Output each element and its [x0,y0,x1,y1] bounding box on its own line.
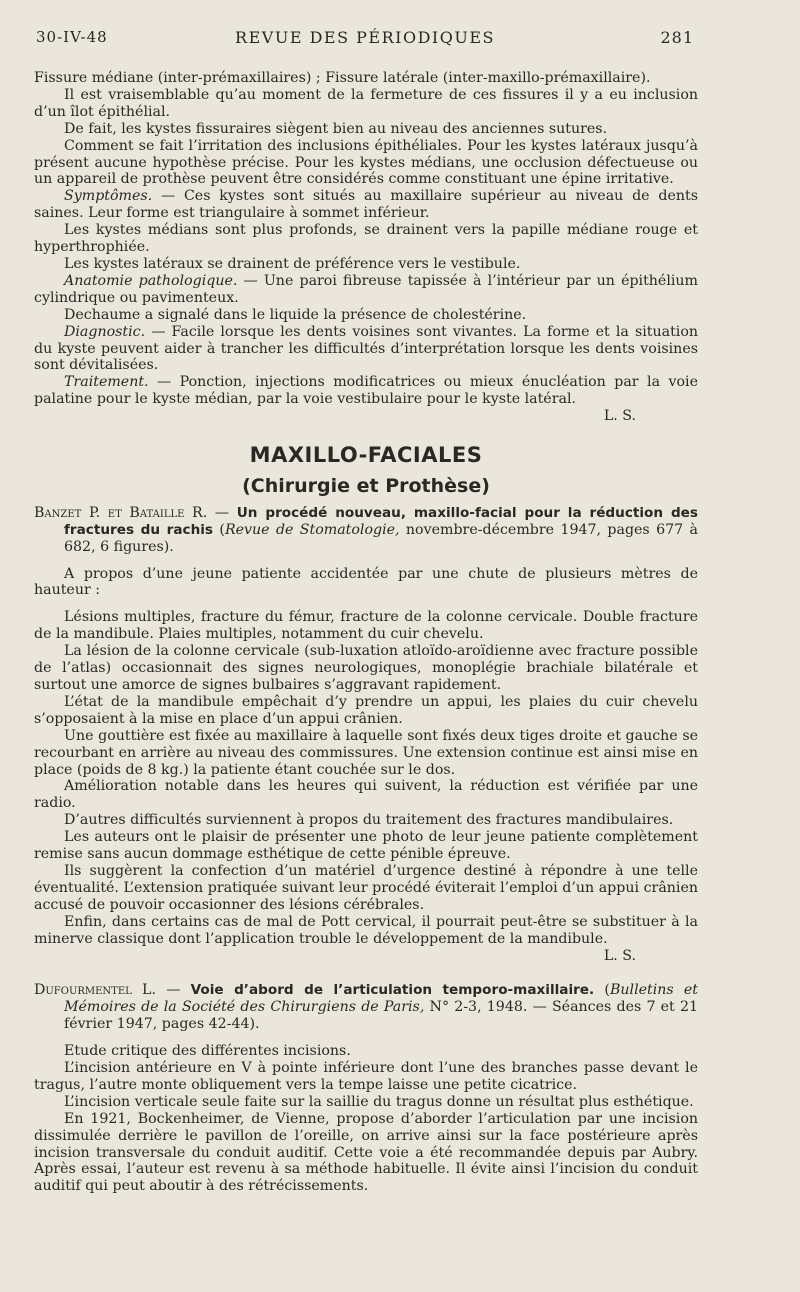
article-reference: Dufourmentel L. — Voie d’abord de l’articulation temporo-maxillaire. (Bulletins et Mémoires de la Société des Chirurgiens de Paris, N° 2-3, 1948. — Séances des 7 et 21 février 1947, pages 42-44). [34,982,698,1033]
paragraph-anatomie: Anatomie pathologique. — Une paroi fibreuse tapissée à l’intérieur par un épithélium cylindrique ou pavimenteux. [34,272,698,306]
signature: L. S. [603,408,636,425]
paragraph: De fait, les kystes fissuraires siègent bien au niveau des anciennes sutures. [64,120,608,137]
paragraph: Comment se fait l’irritation des inclusions épithéliales. Pour les kystes latéraux jusqu’à présent aucune hypothèse précise. Pour les kystes médians, une occlusion défectueuse ou un appareil de prothèse peuvent être considérés comme constituant une épine irritative. [34,137,698,188]
page-body [34,70,698,1195]
diagnostic-label: Diagnostic. [64,323,146,340]
journal-name: Bulletins et Mémoires de la Société des Chirurgiens de Paris, [64,982,698,1016]
signature: L. S. [603,947,636,964]
paragraph: Etude critique des différentes incisions. [64,1043,351,1060]
paragraph: En 1921, Bockenheimer, de Vienne, propose d’aborder l’articulation par une incision dissimulée derrière le pavillon de l’oreille, on arrive ainsi sur la face postérieure après incision transversale du conduit auditif. Cette voie a été recommandée depuis par Aubry. Après essai, l’auteur est revenu à sa méthode habituelle. Il évite ainsi l’incision du conduit auditif qui peut aboutir à des rétrécissements. [34,1110,698,1195]
page-header [36,28,694,50]
paragraph: Il est vraisemblable qu’au moment de la fermeture de ces fissures il y a eu inclusion d’un îlot épithélial. [34,86,698,120]
article-title: Voie d’abord de l’articulation temporo-maxillaire. [190,982,595,999]
paragraph: Les auteurs ont le plaisir de présenter une photo de leur jeune patiente complètement remise sans aucun dommage esthétique de cette pénible épreuve. [34,829,698,863]
article-title: Un procédé nouveau, maxillo-facial pour la réduction des fractures du rachis [64,504,698,538]
paragraph: La lésion de la colonne cervicale (sub-luxation atloïdo-aroïdienne avec fracture possible de l’atlas) occasionnait des signes neurologiques, monoplégie brachiale bilatérale et surtout une amorce de signes bulbaires s’aggravant rapidement. [34,643,698,693]
paragraph: Les kystes latéraux se drainent de préférence vers le vestibule. [64,255,521,272]
paragraph-diagnostic: Diagnostic. — Facile lorsque les dents voisines sont vivantes. La forme et la situation du kyste peuvent aider à trancher les difficultés d’interprétation lorsque les dents voisines sont dévitalisées. [34,323,698,374]
paragraph: Les kystes médians sont plus profonds, se drainent vers la papille médiane rouge et hyperthrophiée. [34,222,698,256]
paragraph: Une gouttière est fixée au maxillaire à laquelle sont fixés deux tiges droite et gauche se recourbant en arrière au niveau des commissures. Une extension continue est ainsi mise en place (poids de 8 kg.) la patiente étant couchée sur le dos. [34,727,698,778]
paragraph: Lésions multiples, fracture du fémur, fracture de la colonne cervicale. Double fracture de la mandibule. Plaies multiples, notamment du cuir chevelu. [34,609,698,643]
section-title: MAXILLO-FACIALES [249,443,483,468]
paragraph: Enfin, dans certains cas de mal de Pott cervical, il pourrait peut-être se substituer à la minerve classique dont l’application trouble le développement de la mandibule. [34,913,698,947]
paragraph: L’incision verticale seule faite sur la saillie du tragus donne un résultat plus esthétique. [64,1093,694,1110]
page-number: 281 [660,28,694,47]
symptomes-label: Symptômes. [64,188,153,205]
paragraph: D’autres difficultés surviennent à propos du traitement des fractures mandibulaires. [64,812,674,829]
anatomie-label: Anatomie pathologique. [64,272,238,289]
paragraph-symptomes: Symptômes. — Ces kystes sont situés au maxillaire supérieur au niveau de dents saines. Leur forme est triangulaire à sommet inférieur. [34,188,698,222]
paragraph: Fissure médiane (inter-prémaxillaires) ; Fissure latérale (inter-maxillo-prémaxillaire). [34,70,651,86]
header-title: REVUE DES PÉRIODIQUES [235,28,495,47]
paragraph: L’incision antérieure en V à pointe inférieure dont l’une des branches passe devant le tragus, l’autre monte obliquement vers la tempe laisse une petite cicatrice. [34,1060,698,1093]
paragraph: Dechaume a signalé dans le liquide la présence de cholestérine. [64,306,527,323]
paragraph: Ils suggèrent la confection d’un matériel d’urgence destiné à répondre à une telle éventualité. L’extension pratiquée suivant leur procédé éviterait l’emploi d’un appui crânien accusé de pouvoir occasionner des lésions cérébrales. [34,862,698,913]
article-reference: Banzet P. et Bataille R. — Un procédé nouveau, maxillo-facial pour la réduction des fractures du rachis (Revue de Stomatologie, novembre-décembre 1947, pages 677 à 682, 6 figures). [34,504,698,555]
header-date: 30-IV-48 [36,28,108,46]
traitement-label: Traitement. [64,374,149,391]
paragraph: A propos d’une jeune patiente accidentée par une chute de plusieurs mètres de hauteur : [34,565,698,599]
section-subtitle: (Chirurgie et Prothèse) [242,474,490,497]
journal-name: Revue de Stomatologie, [224,521,400,538]
article-authors: Dufourmentel L. [34,982,156,999]
paragraph: L’état de la mandibule empêchait d’y prendre un appui, les plaies du cuir chevelu s’opposaient à la mise en place d’un appui crânien. [34,693,698,727]
paragraph-traitement: Traitement. — Ponction, injections modificatrices ou mieux énucléation par la voie palatine pour le kyste médian, par la voie vestibulaire pour le kyste latéral. [34,374,698,408]
article-authors: Banzet P. et Bataille R. [34,504,208,521]
paragraph: Amélioration notable dans les heures qui suivent, la réduction est vérifiée par une radio. [34,778,698,812]
